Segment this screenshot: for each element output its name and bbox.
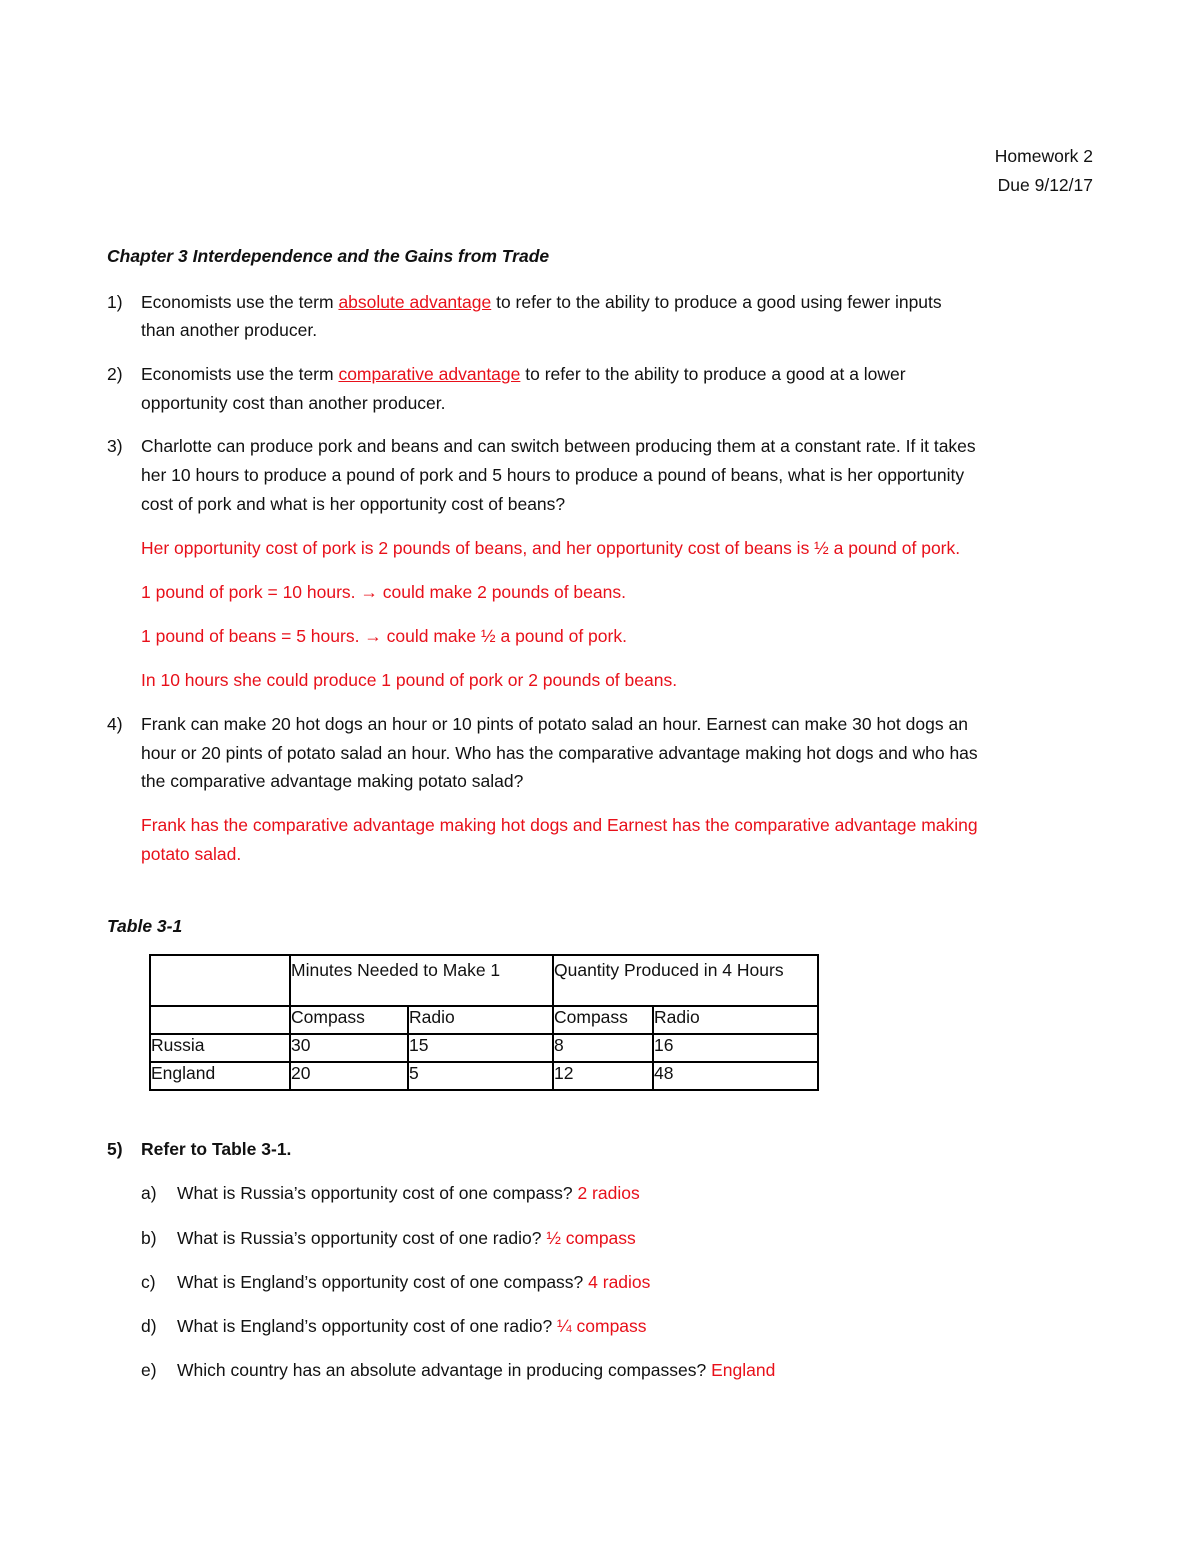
q5b-question: What is Russia’s opportunity cost of one radio? xyxy=(177,1228,547,1248)
q2-line2: opportunity cost than another producer. xyxy=(141,393,446,413)
table-row xyxy=(150,1034,818,1062)
q5c-question: What is England’s opportunity cost of one compass? xyxy=(177,1272,589,1292)
table-group-header-cell: Quantity Produced in 4 Hours xyxy=(553,955,818,1006)
q5e-question: Which country has an absolute advantage in producing compasses? xyxy=(177,1360,712,1380)
q3-answer-2: 1 pound of pork = 10 hours. → could make 2 pounds of beans. xyxy=(141,582,626,602)
q4-line3: the comparative advantage making potato salad? xyxy=(141,771,524,791)
table-cell: Russia xyxy=(150,1034,290,1062)
q5c-answer: 4 radios xyxy=(588,1272,651,1292)
q2-number: 2) xyxy=(107,364,123,384)
q3-number: 3) xyxy=(107,436,123,456)
q3-line1: Charlotte can produce pork and beans and can switch between producing them at a constant rate. If it takes xyxy=(141,436,976,456)
table-cell: 8 xyxy=(553,1034,653,1062)
table-group-header-cell xyxy=(150,955,290,1006)
table-group-header-row xyxy=(150,955,818,1006)
table-cell: 5 xyxy=(408,1062,553,1090)
table-cell: 12 xyxy=(553,1062,653,1090)
q3-line3: cost of pork and what is her opportunity cost of beans? xyxy=(141,494,566,514)
table-sub-header-cell: Compass xyxy=(553,1006,653,1034)
q5a-label: a) xyxy=(141,1183,157,1203)
q4-line1: Frank can make 20 hot dogs an hour or 10 pints of potato salad an hour. Earnest can make 30 hot dogs an xyxy=(141,714,968,734)
q1-answer: absolute advantage xyxy=(338,292,492,312)
q1-line2: than another producer. xyxy=(141,320,318,340)
table-sub-header-cell: Compass xyxy=(290,1006,408,1034)
q4-answer-line1: Frank has the comparative advantage making hot dogs and Earnest has the comparative advantage making xyxy=(141,815,978,835)
table-cell: 16 xyxy=(653,1034,818,1062)
q5b-line xyxy=(177,1228,636,1249)
q4-answer-line2: potato salad. xyxy=(141,844,242,864)
q1-pre: Economists use the term xyxy=(141,292,339,312)
table-group-header-cell: Minutes Needed to Make 1 xyxy=(290,955,553,1006)
q5c-line xyxy=(177,1272,650,1293)
q2-answer: comparative advantage xyxy=(338,364,521,384)
q5a-answer: 2 radios xyxy=(577,1183,640,1203)
q2-line1 xyxy=(141,364,906,385)
table-sub-header-cell: Radio xyxy=(408,1006,553,1034)
table-sub-header-cell xyxy=(150,1006,290,1034)
table-cell: 48 xyxy=(653,1062,818,1090)
q2-pre: Economists use the term xyxy=(141,364,339,384)
q5b-label: b) xyxy=(141,1228,157,1248)
q5d-answer: ¼ compass xyxy=(557,1316,647,1336)
table-3-1 xyxy=(149,954,819,1091)
due-date: Due 9/12/17 xyxy=(997,175,1093,195)
q5-number: 5) xyxy=(107,1139,123,1159)
q5d-line xyxy=(177,1316,647,1337)
q1-number: 1) xyxy=(107,292,123,312)
q3-answer-1: Her opportunity cost of pork is 2 pounds of beans, and her opportunity cost of beans is ½ a pound of pork. xyxy=(141,538,961,558)
q1-line1 xyxy=(141,292,942,313)
table-title: Table 3-1 xyxy=(107,916,183,936)
q5e-answer: England xyxy=(711,1360,776,1380)
q5d-label: d) xyxy=(141,1316,157,1336)
table-cell: England xyxy=(150,1062,290,1090)
q4-line2: hour or 20 pints of potato salad an hour. Who has the comparative advantage making hot dogs and who has xyxy=(141,743,978,763)
q5e-line xyxy=(177,1360,775,1381)
q1-post: to refer to the ability to produce a good using fewer inputs xyxy=(491,292,942,312)
q5d-question: What is England’s opportunity cost of one radio? xyxy=(177,1316,558,1336)
table-cell: 20 xyxy=(290,1062,408,1090)
q3-answer-4: In 10 hours she could produce 1 pound of pork or 2 pounds of beans. xyxy=(141,670,678,690)
q5b-answer: ½ compass xyxy=(546,1228,636,1248)
q5a-line xyxy=(177,1183,640,1204)
table-sub-header-row xyxy=(150,1006,818,1034)
q3-line2: her 10 hours to produce a pound of pork and 5 hours to produce a pound of beans, what is her opportunity xyxy=(141,465,965,485)
table-cell: 30 xyxy=(290,1034,408,1062)
chapter-title: Chapter 3 Interdependence and the Gains from Trade xyxy=(107,246,550,266)
homework-title: Homework 2 xyxy=(994,146,1093,166)
q5e-label: e) xyxy=(141,1360,157,1380)
q2-post: to refer to the ability to produce a good at a lower xyxy=(520,364,906,384)
table-sub-header-cell: Radio xyxy=(653,1006,818,1034)
table-row xyxy=(150,1062,818,1090)
q5a-question: What is Russia’s opportunity cost of one compass? xyxy=(177,1183,578,1203)
table-cell: 15 xyxy=(408,1034,553,1062)
q4-number: 4) xyxy=(107,714,123,734)
q5c-label: c) xyxy=(141,1272,156,1292)
q3-answer-3: 1 pound of beans = 5 hours. → could make ½ a pound of pork. xyxy=(141,626,627,646)
q5-prompt: Refer to Table 3-1. xyxy=(141,1139,292,1159)
